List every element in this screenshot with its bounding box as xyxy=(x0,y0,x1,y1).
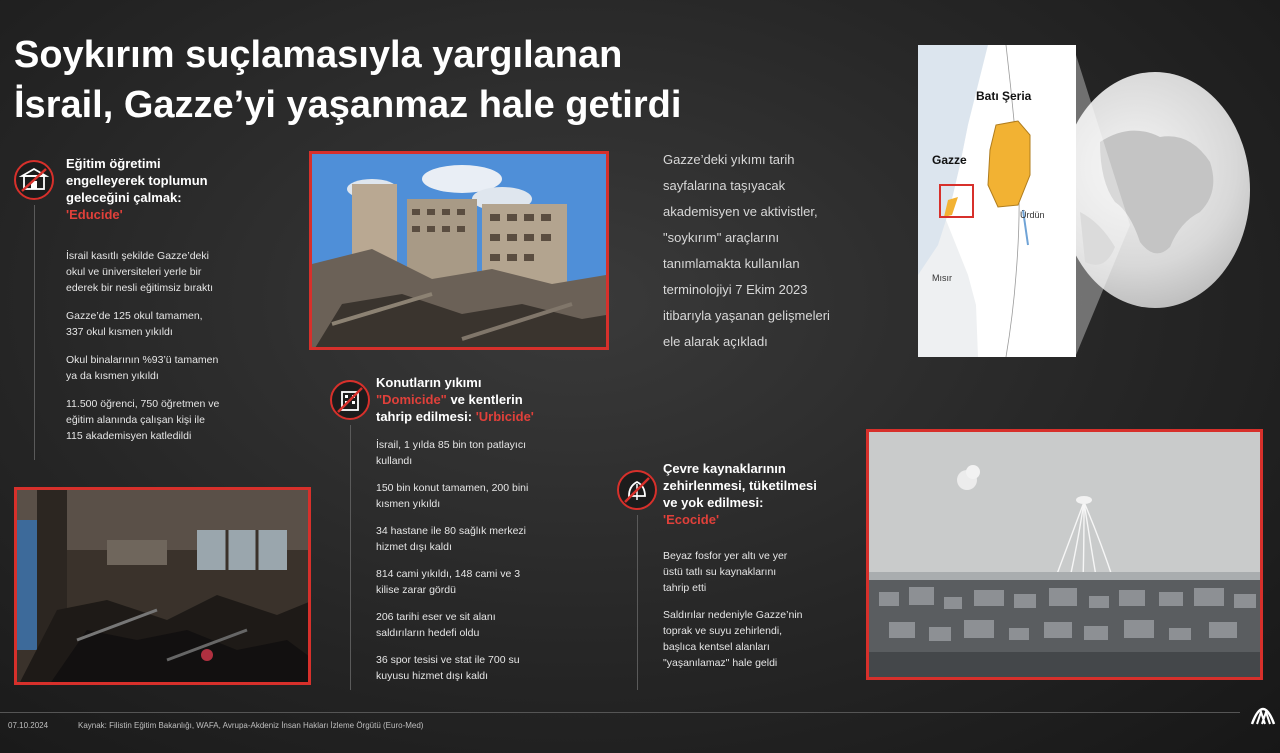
title-line-1: Soykırım suçlamasıyla yargılanan xyxy=(14,34,623,76)
ecocide-divider xyxy=(637,515,638,690)
educide-heading: Eğitim öğretimi engelleyerek toplumun geleceğini çalmak: 'Educide' xyxy=(66,155,266,223)
footer-date: 07.10.2024 xyxy=(8,721,49,730)
map-label-gaza: Gazze xyxy=(932,153,967,167)
list-item: Saldırılar nedeniyle Gazze’nin toprak ve suyu zehirlendi, başlıca kentsel alanları "yaşanılamaz" hale geldi xyxy=(663,609,803,669)
region-map xyxy=(918,45,1076,357)
list-item: 36 spor tesisi ve stat ile 700 su kuyusu hizmet dışı kaldı xyxy=(376,654,520,682)
building-destroyed-icon xyxy=(330,380,370,420)
educide-tag: 'Educide' xyxy=(66,207,123,222)
school-destroyed-icon xyxy=(14,160,54,200)
domicide-heading: Konutların yıkımı "Domicide" ve kentlerin tahrip edilmesi: 'Urbicide' xyxy=(376,375,534,424)
list-item: Okul binalarının %93’ü tamamen ya da kısmen yıkıldı xyxy=(66,354,219,382)
page-title xyxy=(14,30,774,130)
list-item: 34 hastane ile 80 sağlık merkezi hizmet dışı kaldı xyxy=(376,525,526,553)
domicide-list xyxy=(376,437,606,684)
domicide-tag: "Domicide" xyxy=(376,392,447,407)
map-label-jordan: Ürdün xyxy=(1020,210,1045,220)
domicide-divider xyxy=(350,425,351,690)
white-phosphorus-photo xyxy=(866,429,1263,680)
environment-destroyed-icon xyxy=(617,470,657,510)
educide-list xyxy=(66,248,296,444)
map-label-egypt: Mısır xyxy=(932,273,952,283)
ecocide-tag: 'Ecocide' xyxy=(663,512,720,527)
destroyed-buildings-photo xyxy=(309,151,609,350)
list-item: 206 tarihi eser ve sit alanı saldırıların hedefi oldu xyxy=(376,611,496,639)
ecocide-heading: Çevre kaynaklarının zehirlenmesi, tüketilmesi ve yok edilmesi: 'Ecocide' xyxy=(663,460,863,528)
educide-divider xyxy=(34,205,35,460)
list-item: Beyaz fosfor yer altı ve yer üstü tatlı su kaynaklarını tahrip etti xyxy=(663,550,788,594)
list-item: İsrail, 1 yılda 85 bin ton patlayıcı kullandı xyxy=(376,439,526,467)
list-item: 814 cami yıkıldı, 148 cami ve 3 kilise zarar gördü xyxy=(376,568,521,596)
list-item: İsrail kasıtlı şekilde Gazze’deki okul ve üniversiteleri yerle bir ederek bir nesli eğitimsiz bıraktı xyxy=(66,250,214,294)
title-line-2: İsrail, Gazze’yi yaşanmaz hale getirdi xyxy=(14,84,682,126)
ecocide-list xyxy=(663,548,863,671)
footer-source: Kaynak: Filistin Eğitim Bakanlığı, WAFA, Avrupa-Akdeniz İnsan Hakları İzleme Örgütü (Euro-Med) xyxy=(78,721,424,730)
intro-paragraph: Gazze’deki yıkımı tarih sayfalarına taşıyacak akademisyen ve aktivistler, "soykırım" araçlarını tanımlamakta kullanılan terminolojiyi 7 Ekim 2023 itibarıyla yaşanan gelişmeleri ele alarak açıkladı xyxy=(663,152,830,349)
aa-logo xyxy=(1250,700,1276,726)
list-item: 150 bin konut tamamen, 200 bini kısmen yıkıldı xyxy=(376,482,529,510)
list-item: 11.500 öğrenci, 750 öğretmen ve eğitim alanında çalışan kişi ile 115 akademisyen katledildi xyxy=(66,398,220,442)
map-label-west-bank: Batı Şeria xyxy=(976,89,1032,103)
classroom-ruins-photo xyxy=(14,487,311,685)
footer-divider xyxy=(0,712,1240,713)
list-item: Gazze’de 125 okul tamamen, 337 okul kısmen yıkıldı xyxy=(66,310,203,338)
urbicide-tag: 'Urbicide' xyxy=(475,409,534,424)
